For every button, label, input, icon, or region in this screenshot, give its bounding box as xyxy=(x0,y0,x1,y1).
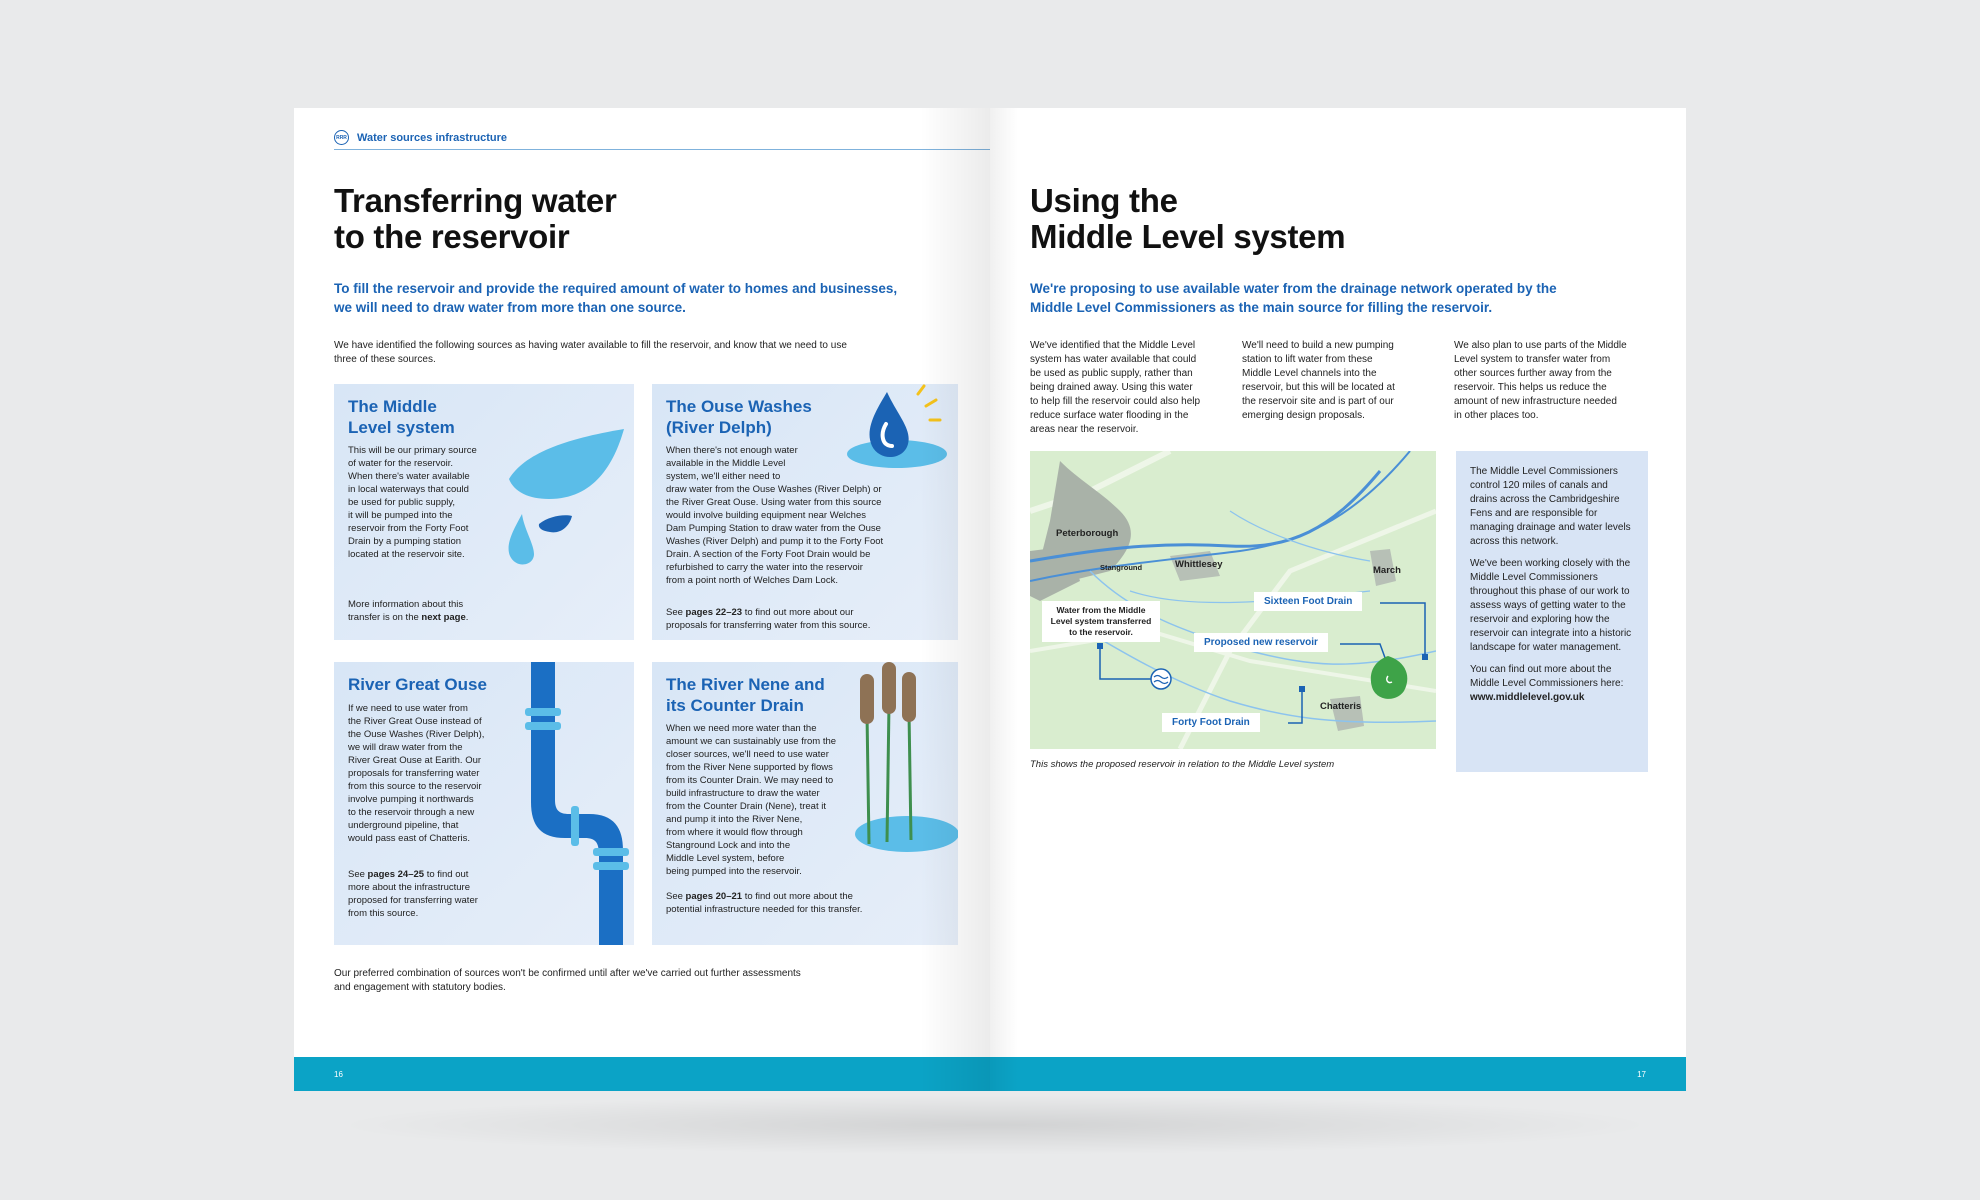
card-text: When we need more water than the amount we can sustainably use from the closer sources, we'll need to use water from the River Nene supported by flows from its Counter Drain. We may need to build infrastructure to draw the water from the Counter Drain (Nene), treat it and pump it into the River Nene, from where it would flow through Stanground Lock and into the Middle Level system, before being pumped into the reservoir. xyxy=(666,723,837,877)
map-label-whittlesey: Whittlesey xyxy=(1175,559,1223,570)
map-caption: This shows the proposed reservoir in relation to the Middle Level system xyxy=(1030,759,1335,770)
sidebar-paragraph: You can find out more about the Middle Level Commissioners here: www.middlelevel.gov.uk xyxy=(1470,664,1624,703)
water-drops-icon xyxy=(504,404,634,574)
map-label-peterborough: Peterborough xyxy=(1056,528,1119,539)
pages-link[interactable]: pages 24–25 xyxy=(367,869,425,880)
callout-proposed-reservoir: Proposed new reservoir xyxy=(1194,633,1328,652)
card-note: See pages 22–23 to find out more about our proposals for transferring water from this source. xyxy=(666,607,871,631)
callout-sixteen-foot-drain: Sixteen Foot Drain xyxy=(1254,592,1362,611)
spread-shadow xyxy=(330,1095,1660,1155)
card-title: The Ouse Washes (River Delph) xyxy=(666,397,812,437)
page-title: Using the Middle Level system xyxy=(1030,182,1346,255)
intro-paragraph: We have identified the following sources as having water available to fill the reservoir, and know that we need to use three of these sources. xyxy=(334,340,847,365)
page-header xyxy=(334,130,990,150)
card-title: The River Nene and its Counter Drain xyxy=(666,675,825,715)
map-graphic xyxy=(1030,451,1436,749)
water-splash-icon xyxy=(842,384,958,474)
page-title: Transferring water to the reservoir xyxy=(334,182,617,255)
lead-paragraph: We're proposing to use available water from the drainage network operated by the Middle Level Commissioners as the main source for filling the reservoir. xyxy=(1030,281,1557,315)
card-title: The Middle Level system xyxy=(348,397,455,437)
card-middle-level xyxy=(334,384,634,640)
footer-bar xyxy=(990,1057,1686,1091)
next-page-link[interactable]: next page xyxy=(421,612,466,623)
bulrushes-icon xyxy=(837,662,958,854)
column-2-text: We'll need to build a new pumping station to lift water from these Middle Level channels into the reservoir, but this will be located at the reservoir site and is part of our emerging design proposals. xyxy=(1242,340,1395,421)
pipe-icon xyxy=(519,662,634,945)
closing-paragraph: Our preferred combination of sources won't be confirmed until after we've carried out further assessments and engagement with statutory bodies. xyxy=(334,968,801,993)
sidebar-paragraph: The Middle Level Commissioners control 120 miles of canals and drains across the Cambridgeshire Fens and are responsible for managing drainage and water levels across this network. xyxy=(1470,466,1631,547)
right-page xyxy=(990,108,1686,1091)
middle-level-link[interactable]: www.middlelevel.gov.uk xyxy=(1470,692,1585,703)
column-1-text: We've identified that the Middle Level system has water available that could be used as public supply, rather than being drained away. Using this water to help fill the reservoir could also help reduce surface water flooding in the areas near the reservoir. xyxy=(1030,340,1201,435)
card-river-nene xyxy=(652,662,958,945)
sidebar-paragraph: We've been working closely with the Middle Level Commissioners throughout this phase of our work to assess ways of getting water to the reservoir and exploring how the reservoir can integrate into a historic landscape for water management. xyxy=(1470,558,1632,653)
info-sidebar xyxy=(1456,451,1648,772)
map-label-march: March xyxy=(1373,565,1401,576)
column-3-text: We also plan to use parts of the Middle Level system to transfer water from other sources further away from the reservoir. This helps us reduce the amount of new infrastructure needed in other places too. xyxy=(1454,340,1627,421)
pages-link[interactable]: pages 20–21 xyxy=(685,891,743,902)
brand-logo-icon: RRR xyxy=(334,130,349,145)
card-ouse-washes xyxy=(652,384,958,640)
card-text: This will be our primary source of water for the reservoir. When there's water available in local waterways that could be used for public supply, it will be pumped into the reservoir from the Forty Foot Drain by a pumping station located at the reservoir site. xyxy=(348,445,477,560)
left-page xyxy=(294,108,990,1091)
card-river-great-ouse xyxy=(334,662,634,945)
card-text: When there's not enough water available in the Middle Level system, we'll either need to draw water from the Ouse Washes (River Delph) or the River Great Ouse. Using water from this source would involve building equipment near Welches Dam Pumping Station to draw water from the Ouse Washes (River Delph) and pump it to the Forty Foot Drain. A section of the Forty Foot Drain would be refurbished to carry the water into the reservoir from a point north of Welches Dam Lock. xyxy=(666,445,884,586)
card-title: River Great Ouse xyxy=(348,675,487,694)
location-map xyxy=(1030,451,1436,749)
card-note: More information about this transfer is on the next page. xyxy=(348,599,469,623)
map-label-stanground: Stanground xyxy=(1100,563,1143,572)
page-number: 17 xyxy=(1637,1070,1646,1079)
map-transfer-note: Water from the Middle Level system transferred to the reservoir. xyxy=(1042,601,1160,642)
pages-link[interactable]: pages 22–23 xyxy=(685,607,743,618)
card-note: See pages 20–21 to find out more about the potential infrastructure needed for this transfer. xyxy=(666,891,863,915)
footer-bar xyxy=(294,1057,990,1091)
card-text: If we need to use water from the River Great Ouse instead of the Ouse Washes (River Delph), we will draw water from the River Great Ouse at Earith. Our proposals for transferring water from this source to the reservoir involve pumping it northwards to the reservoir through a new underground pipeline, that would pass east of Chatteris. xyxy=(348,703,485,844)
callout-forty-foot-drain: Forty Foot Drain xyxy=(1162,713,1260,732)
map-label-chatteris: Chatteris xyxy=(1320,701,1362,712)
card-note: See pages 24–25 to find out more about the infrastructure proposed for transferring water from this source. xyxy=(348,869,478,919)
page-number: 16 xyxy=(334,1070,343,1079)
section-title: Water sources infrastructure xyxy=(357,131,507,144)
lead-paragraph: To fill the reservoir and provide the required amount of water to homes and businesses, we will need to draw water from more than one source. xyxy=(334,281,898,315)
